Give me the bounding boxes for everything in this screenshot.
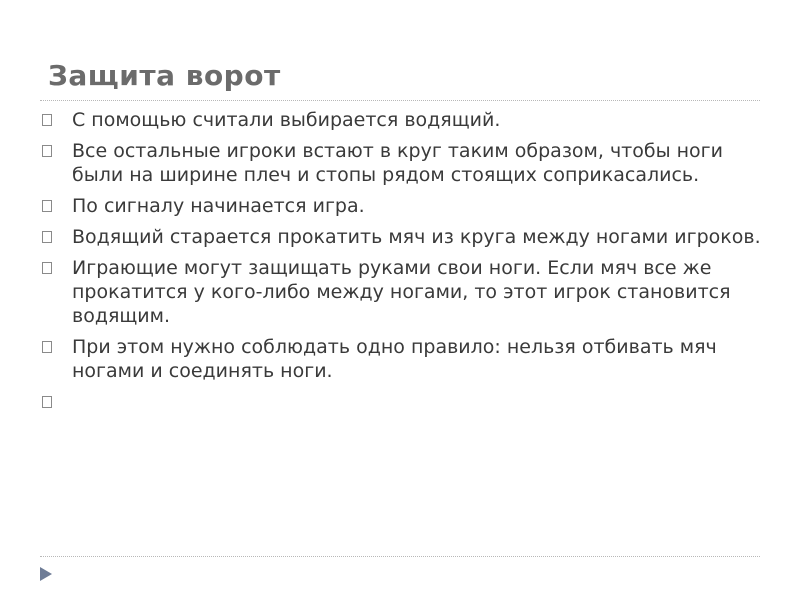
square-bullet-icon — [42, 231, 52, 243]
bullet-item-empty — [40, 390, 770, 414]
bullet-list — [40, 108, 770, 421]
square-bullet-icon — [42, 262, 52, 274]
square-bullet-icon — [42, 341, 52, 353]
bullet-text: С помощью считали выбирается водящий. — [72, 109, 501, 131]
bullet-item — [40, 108, 770, 132]
footer-divider — [40, 556, 760, 557]
square-bullet-icon — [42, 200, 52, 212]
slide-title: Защита ворот — [48, 59, 281, 92]
bullet-text: Водящий старается прокатить мяч из круга между ногами игроков. — [72, 226, 761, 248]
bullet-item — [40, 256, 770, 328]
title-divider — [40, 100, 760, 101]
bullet-text: При этом нужно соблюдать одно правило: нельзя отбивать мяч ногами и соединять ноги. — [72, 336, 717, 382]
bullet-item — [40, 335, 770, 383]
bullet-text: Играющие могут защищать руками свои ноги. Если мяч все же прокатится у кого-либо между ногами, то этот игрок становится водящим. — [72, 257, 731, 327]
play-arrow-icon[interactable] — [40, 567, 52, 581]
square-bullet-icon — [42, 396, 52, 408]
bullet-text: По сигналу начинается игра. — [72, 195, 365, 217]
bullet-text: Все остальные игроки встают в круг таким образом, чтобы ноги были на ширине плеч и стопы рядом стоящих соприкасались. — [72, 140, 724, 186]
bullet-text — [72, 390, 770, 414]
square-bullet-icon — [42, 145, 52, 157]
bullet-item — [40, 225, 770, 249]
bullet-item — [40, 139, 770, 187]
square-bullet-icon — [42, 114, 52, 126]
bullet-item — [40, 194, 770, 218]
